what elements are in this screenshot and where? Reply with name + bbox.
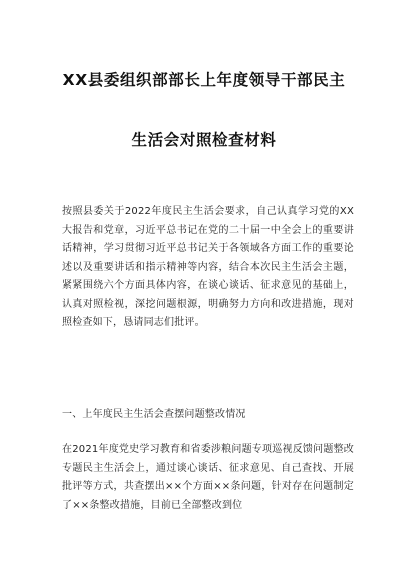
document-title-line-1: XX县委组织部部长上年度领导干部民主 xyxy=(62,71,346,89)
section-heading-1: 一、上年度民主生活会查摆问题整改情况 xyxy=(62,409,246,420)
body-paragraph-intro: 按照县委关于2022年度民主生活会要求，自己认真学习党的XX大报告和党章，习近平总书记在党的二十届一中全会上的重要讲话精神，学习贯彻习近平总书记关于各领域各方面工作的重要论述以及重要讲话和指示精神等内容，结合本次民主生活会主题，紧紧围绕六个方面具体内容，在谈心谈话、征求意见的基础上，认真对照检视，深挖问题根源，明确努力方向和改进措施，现对照检查如下，恳请同志们批评。 xyxy=(62,206,354,328)
body-paragraph-rectification: 在2021年度党史学习教育和省委涉粮问题专项巡视反馈问题整改专题民主生活会上，通过谈心谈话、征求意见、自己查找、开展批评等方式，共查摆出××个方面××条问题，针对存在问题制定了××条整改措施，目前已全部整改到位 xyxy=(62,444,354,511)
document-title-line-2: 生活会对照检查材料 xyxy=(131,131,277,149)
